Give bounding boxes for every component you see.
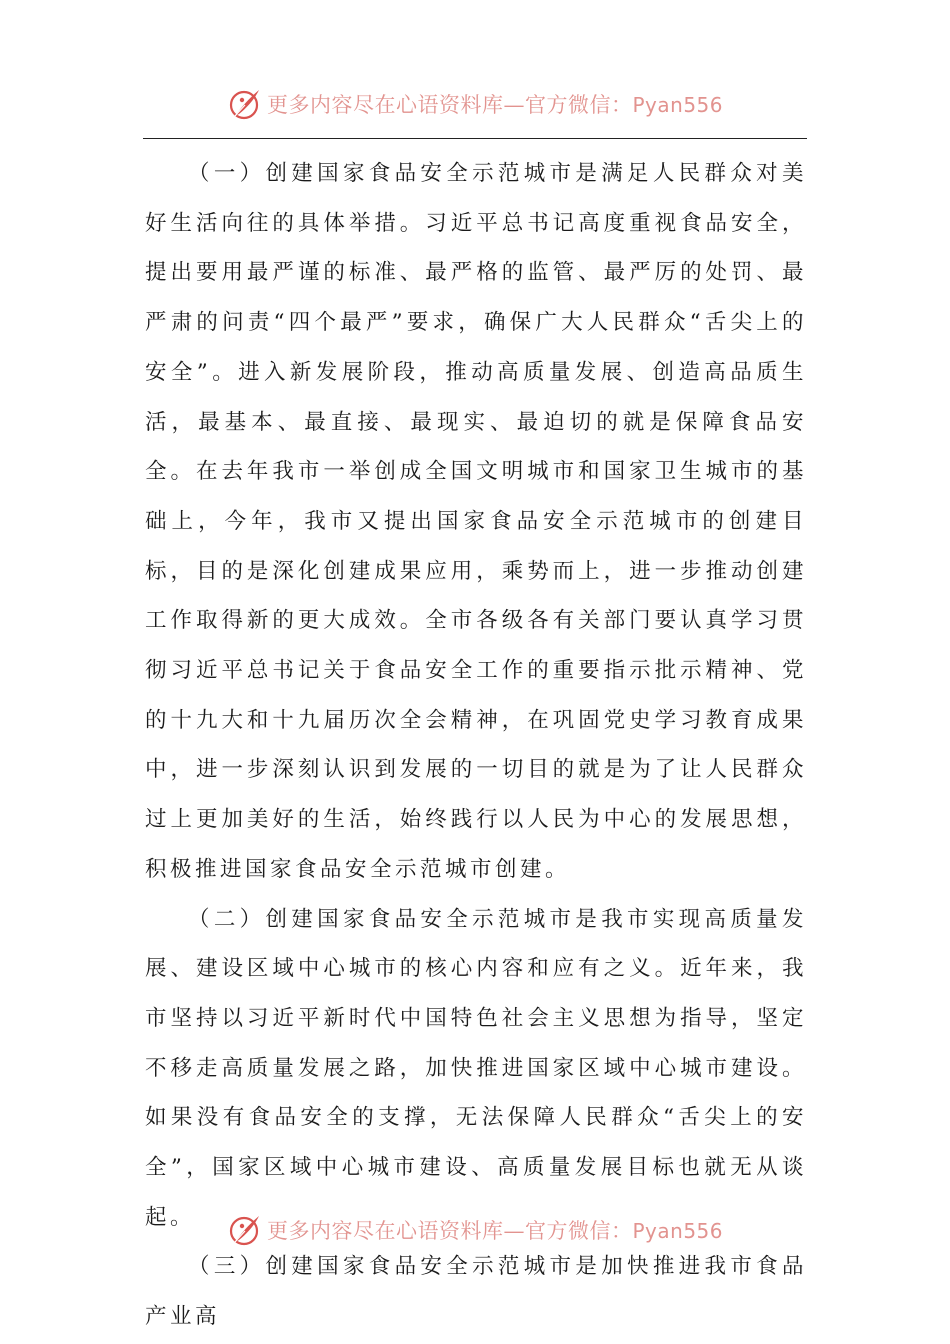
- document-body: [145, 149, 807, 1342]
- watermark-text: 更多内容尽在心语资料库—官方微信：Pyan556: [266, 1219, 723, 1243]
- quill-pen-logo-icon: [227, 86, 263, 122]
- watermark-text: 更多内容尽在心语资料库—官方微信：Pyan556: [266, 93, 723, 117]
- paragraph-2: （二）创建国家食品安全示范城市是我市实现高质量发展、建设区域中心城市的核心内容和应有之义。近年来，我市坚持以习近平新时代中国特色社会主义思想为指导，坚定不移走高质量发展之路，加快推进国家区域中心城市建设。如果没有食品安全的支撑，无法保障人民群众“舌尖上的安全”，国家区域中心城市建设、高质量发展目标也就无从谈起。: [145, 906, 807, 1230]
- wechat-id: Pyan556: [632, 1219, 723, 1243]
- footer-watermark: [0, 1210, 950, 1250]
- header-watermark: [0, 84, 950, 124]
- quill-pen-logo-icon: [227, 1212, 263, 1248]
- paragraph-1: （一）创建国家食品安全示范城市是满足人民群众对美好生活向往的具体举措。习近平总书记高度重视食品安全，提出要用最严谨的标准、最严格的监管、最严厉的处罚、最严肃的问责“四个最严”要求，确保广大人民群众“舌尖上的安全”。进入新发展阶段，推动高质量发展、创造高品质生活，最基本、最直接、最现实、最迫切的就是保障食品安全。在去年我市一举创成全国文明城市和国家卫生城市的基础上，今年，我市又提出国家食品安全示范城市的创建目标，目的是深化创建成果应用，乘势而上，进一步推动创建工作取得新的更大成效。全市各级各有关部门要认真学习贯彻习近平总书记关于食品安全工作的重要指示批示精神、党的十九大和十九届历次全会精神，在巩固党史学习教育成果中，进一步深刻认识到发展的一切目的就是为了让人民群众过上更加美好的生活，始终践行以人民为中心的发展思想，积极推进国家食品安全示范城市创建。: [145, 161, 807, 882]
- wechat-id: Pyan556: [632, 93, 723, 117]
- paragraph-3: （三）创建国家食品安全示范城市是加快推进我市食品产业高: [145, 1254, 807, 1330]
- header-divider: [143, 138, 807, 139]
